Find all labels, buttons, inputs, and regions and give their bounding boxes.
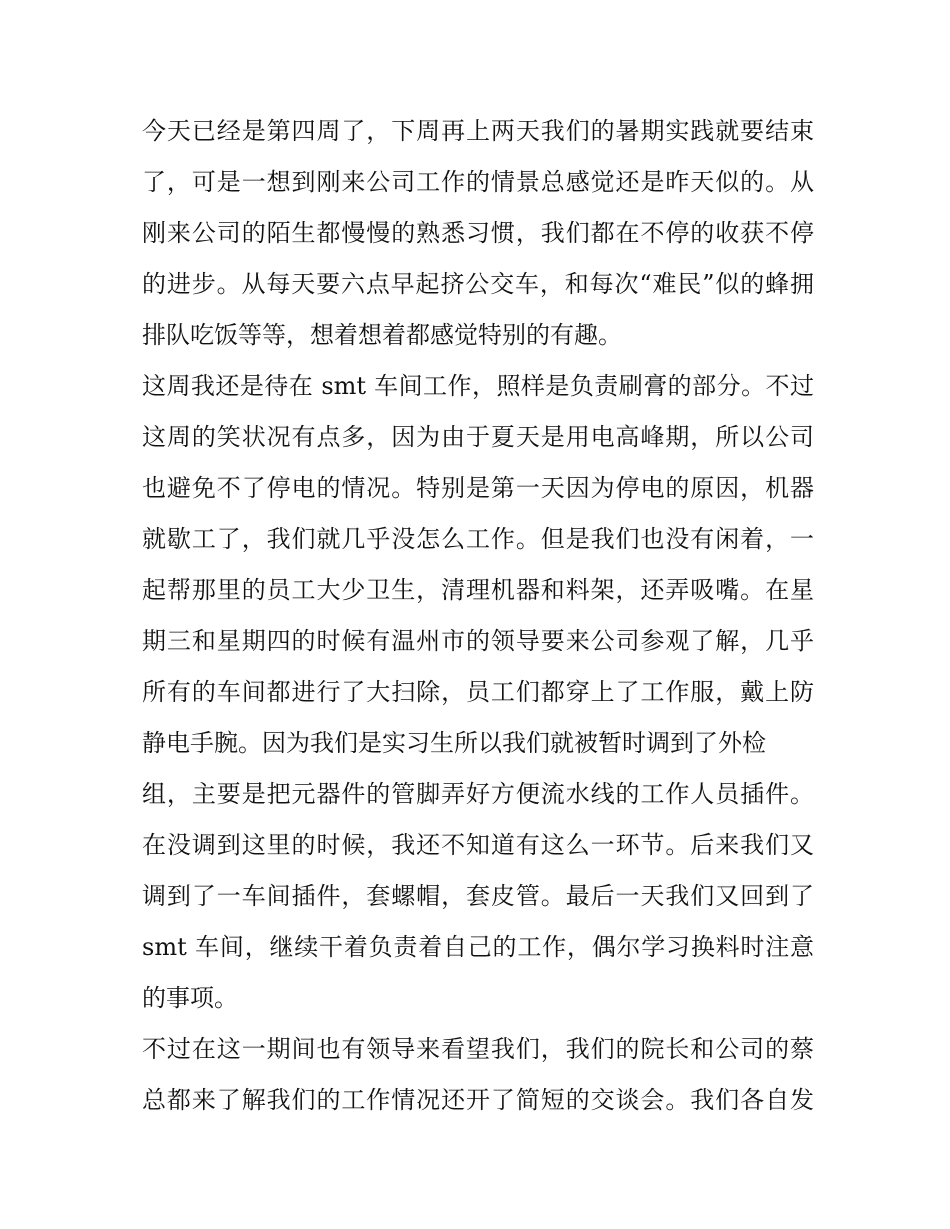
text-line: 的事项。 bbox=[142, 984, 238, 1012]
text-line: 刚来公司的陌生都慢慢的熟悉习惯，我们都在不停的收获不停 bbox=[142, 219, 814, 247]
text-line: 今天已经是第四周了，下周再上两天我们的暑期实践就要结束 bbox=[142, 117, 814, 145]
text-line: 起帮那里的员工大少卫生，清理机器和料架，还弄吸嘴。在星 bbox=[142, 576, 814, 604]
paragraph-3 bbox=[142, 1024, 814, 1126]
text-line: smt 车间，继续干着负责着自己的工作，偶尔学习换料时注意 bbox=[142, 933, 814, 961]
text-line: 也避免不了停电的情况。特别是第一天因为停电的原因，机器 bbox=[142, 474, 814, 502]
text-line: 静电手腕。因为我们是实习生所以我们就被暂时调到了外检 bbox=[142, 729, 766, 757]
text-line: 这周的笑状况有点多，因为由于夏天是用电高峰期，所以公司 bbox=[142, 423, 814, 451]
text-line: 调到了一车间插件，套螺帽，套皮管。最后一天我们又回到了 bbox=[142, 882, 814, 910]
text-line: 所有的车间都进行了大扫除，员工们都穿上了工作服，戴上防 bbox=[142, 678, 814, 706]
text-line: 总都来了解我们的工作情况还开了简短的交谈会。我们各自发 bbox=[142, 1086, 814, 1114]
paragraph-1 bbox=[142, 106, 814, 361]
text-line: 在没调到这里的时候，我还不知道有这么一环节。后来我们又 bbox=[142, 831, 814, 859]
text-line: 组，主要是把元器件的管脚弄好方便流水线的工作人员插件。 bbox=[142, 780, 814, 808]
text-line: 不过在这一期间也有领导来看望我们，我们的院长和公司的蔡 bbox=[142, 1035, 814, 1063]
text-line: 了，可是一想到刚来公司工作的情景总感觉还是昨天似的。从 bbox=[142, 168, 814, 196]
text-line: 这周我还是待在 smt 车间工作，照样是负责刷膏的部分。不过 bbox=[142, 372, 814, 400]
text-line: 期三和星期四的时候有温州市的领导要来公司参观了解，几乎 bbox=[142, 627, 814, 655]
text-line: 的进步。从每天要六点早起挤公交车，和每次“难民”似的蜂拥 bbox=[142, 270, 814, 298]
document-body bbox=[142, 106, 814, 1126]
text-line: 排队吃饭等等，想着想着都感觉特别的有趣。 bbox=[142, 321, 622, 349]
paragraph-2 bbox=[142, 361, 814, 1024]
text-line: 就歇工了，我们就几乎没怎么工作。但是我们也没有闲着，一 bbox=[142, 525, 814, 553]
